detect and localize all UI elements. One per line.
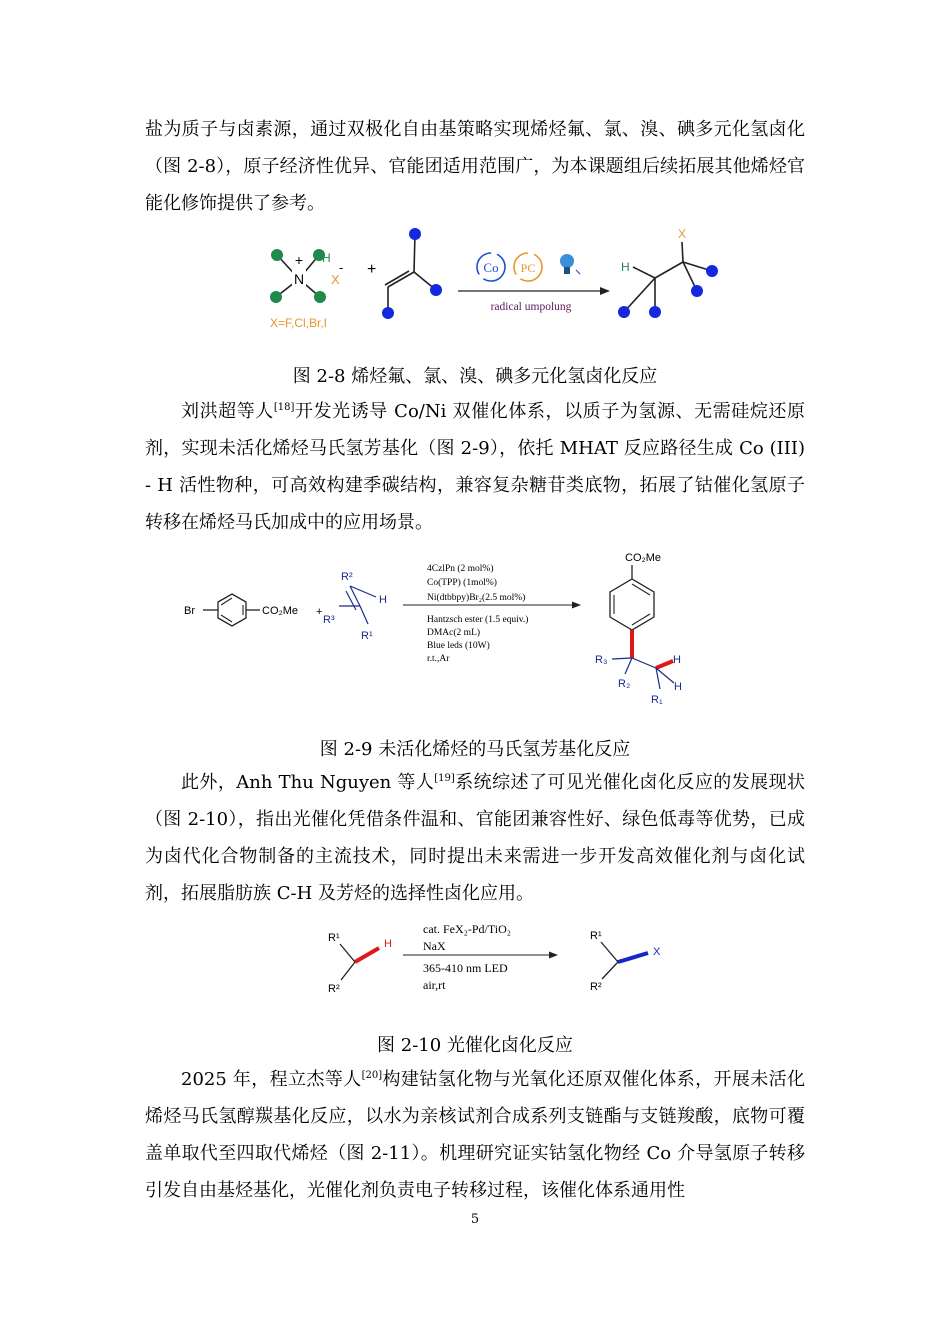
- r1-label: R¹: [361, 630, 373, 642]
- product-r2-label: R₂: [618, 678, 631, 690]
- ester-label-right: CO₂Me: [625, 552, 662, 564]
- condition-1: cat. FeX₂-Pd/TiO₂: [423, 922, 511, 936]
- product-halide-label: X: [677, 227, 687, 241]
- blue-atom-node: [706, 265, 718, 277]
- r2-label: R²: [341, 571, 353, 583]
- halide-legend: X=F,Cl,Br,I: [270, 316, 328, 330]
- product-hydrogen-1: H: [673, 654, 681, 666]
- product-r2-label: R²: [590, 981, 602, 993]
- paragraph-2: 刘洪超等人[18]开发光诱导 Co/Ni 双催化体系，以质子为氢源、无需硅烷还原剂，实现未活化烯烃马氏氢芳基化（图 2-9），依托 MHAT 反应路径生成 Co (III) - H 活性物种，可高效构建季碳结构，兼容复杂糖苷类底物，拓展了钴催化氢原子转移在烯烃马氏加成中的应用场景。: [145, 401, 806, 533]
- light-bulb-icon: [560, 254, 580, 274]
- paragraph-3: 此外，Anh Thu Nguyen 等人[19]系统综述了可见光催化卤化反应的发展现状（图 2-10），指出光催化凭借条件温和、官能团兼容性好、绿色低毒等优势，已成为卤代化合物制备的主流技术，同时提出未来需进一步开发高效催化剂与卤化试剂，拓展脂肪族 C-H 及芳烃的选择性卤化应用。: [145, 772, 806, 904]
- condition-bottom-4: r.t.,Ar: [427, 654, 450, 664]
- blue-atom-node: [382, 307, 394, 319]
- citation-20: [20]: [361, 1070, 383, 1081]
- figure-2-10-caption: 图 2-10 光催化卤化反应: [377, 1035, 573, 1056]
- halide-label: X: [331, 272, 340, 287]
- svg-text:PC: PC: [520, 261, 536, 275]
- plus-charge: +: [294, 252, 304, 268]
- plus-sign: +: [316, 606, 323, 618]
- page-number: 5: [470, 1212, 480, 1227]
- product-hydrogen-2: H: [674, 681, 682, 693]
- hydrogen-label: H: [384, 938, 392, 950]
- condition-3: 365-410 nm LED: [423, 961, 508, 975]
- condition-top-3: Ni(dtbbpy)Br₂(2.5 mol%): [427, 593, 526, 603]
- figure-2-10: [320, 920, 670, 1000]
- condition-top-1: 4CzlPn (2 mol%): [427, 564, 494, 574]
- condition-2: NaX: [423, 939, 446, 953]
- paragraph-4: 2025 年，程立杰等人[20]构建钴氢化物与光氧化还原双催化体系，开展未活化烯烃马氏氢醇羰基化反应，以水为亲核试剂合成系列支链酯与支链羧酸，底物可覆盖单取代至四取代烯烃（图 2-11）。机理研究证实钴氢化物经 Co 介导氢原子转移引发自由基烃基化，光催化剂负责电子转移过程，该催化体系通用性: [145, 1069, 806, 1201]
- green-atom-node: [314, 291, 326, 303]
- blue-atom-node: [618, 306, 630, 318]
- hydrogen-label: H: [322, 251, 331, 265]
- cobalt-catalyst-icon: [477, 253, 505, 281]
- figure-2-8: [250, 224, 730, 334]
- blue-atom-node: [691, 285, 703, 297]
- figure-2-9-caption: 图 2-9 未活化烯烃的马氏氢芳基化反应: [319, 739, 631, 760]
- r3-label: R³: [323, 614, 335, 626]
- green-atom-node: [271, 249, 283, 261]
- photocatalyst-icon: [514, 253, 542, 281]
- plus-sign: +: [367, 261, 377, 278]
- product-r1-label: R₁: [651, 694, 663, 706]
- bromine-label: Br: [184, 605, 195, 617]
- citation-19: [19]: [434, 773, 455, 784]
- arrow-label: radical umpolung: [490, 301, 572, 313]
- condition-4: air,rt: [423, 978, 446, 992]
- blue-atom-node: [430, 284, 442, 296]
- r1-label: R¹: [328, 932, 340, 944]
- green-atom-node: [270, 291, 282, 303]
- svg-text:Co: Co: [483, 260, 499, 275]
- halide-label: X: [653, 946, 661, 958]
- condition-bottom-1: Hantzsch ester (1.5 equiv.): [427, 615, 529, 625]
- citation-18: [18]: [273, 402, 295, 413]
- condition-bottom-2: DMAc(2 mL): [427, 628, 481, 638]
- ester-label-left: CO₂Me: [262, 605, 299, 617]
- hydrogen-label: H: [379, 594, 387, 606]
- minus-charge: -: [339, 260, 344, 275]
- condition-bottom-3: Blue leds (10W): [427, 641, 490, 651]
- paragraph-1: 盐为质子与卤素源，通过双极化自由基策略实现烯烃氟、氯、溴、碘多元化氢卤化（图 2-8），原子经济性优异、官能团适用范围广，为本课题组后续拓展其他烯烃官能化修饰提供了参考。: [145, 119, 805, 214]
- blue-atom-node: [649, 306, 661, 318]
- condition-top-2: Co(TPP) (1mol%): [427, 578, 497, 588]
- nitrogen-label: N: [293, 271, 305, 287]
- figure-2-9: [180, 546, 700, 716]
- product-r3-label: R₃: [595, 654, 608, 666]
- product-hydrogen-label: H: [621, 260, 630, 274]
- blue-atom-node: [409, 228, 421, 240]
- r2-label: R²: [328, 983, 340, 995]
- product-r1-label: R¹: [590, 930, 602, 942]
- figure-2-8-caption: 图 2-8 烯烃氟、氯、溴、碘多元化氢卤化反应: [292, 366, 658, 387]
